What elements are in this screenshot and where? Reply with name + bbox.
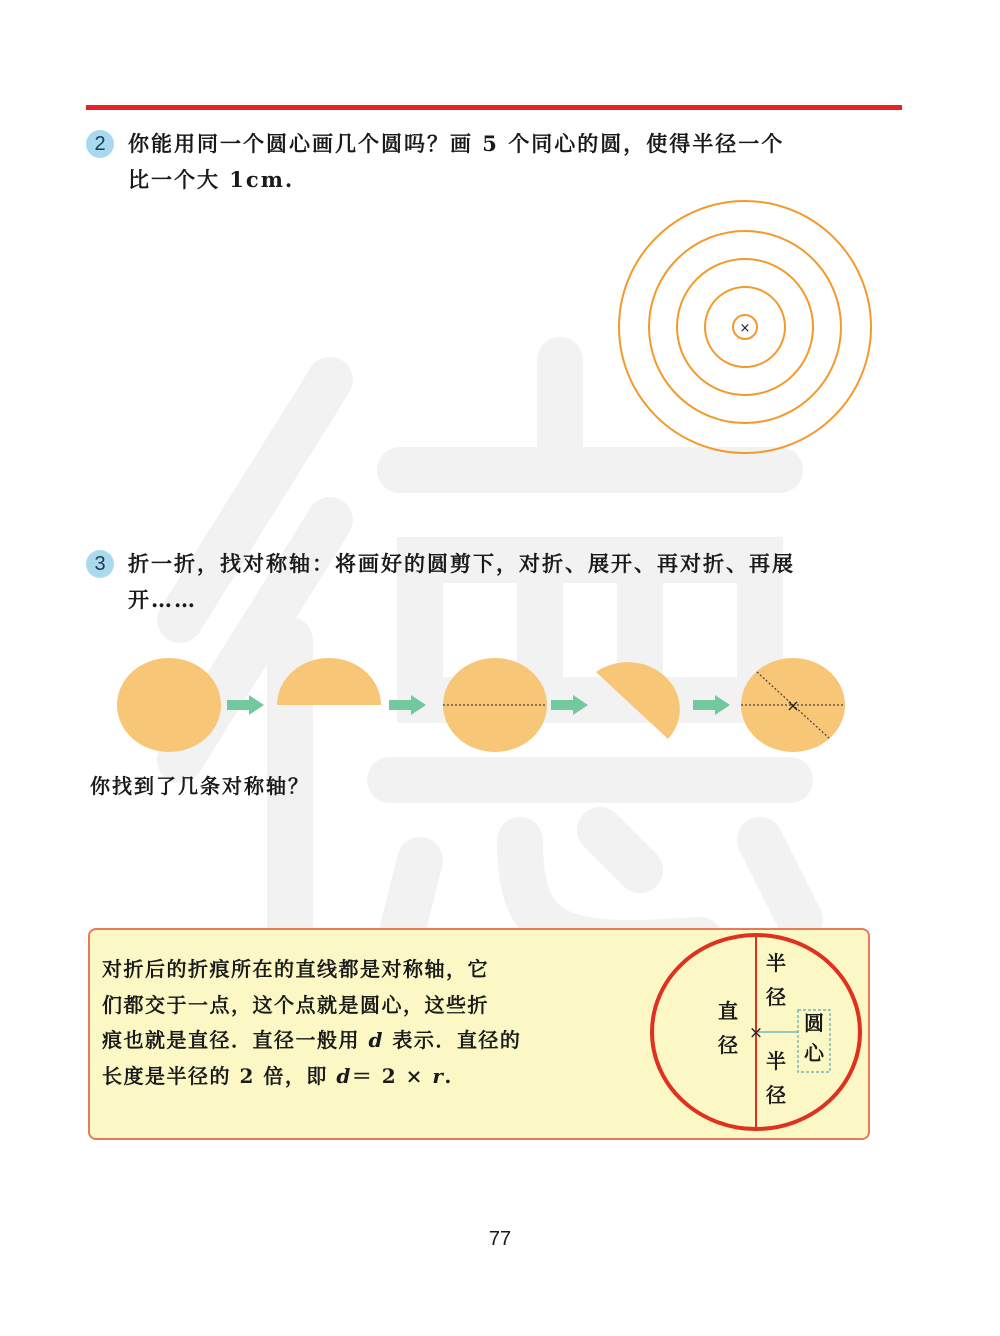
disc-half-diagonal [596,662,680,739]
arrow-2 [389,695,426,715]
disc-half [277,658,381,705]
page-number: 77 [488,1228,512,1250]
arrow-3 [551,695,588,715]
fold-center-mark: × [786,696,800,715]
task-3-line-2: 开…… [128,587,197,612]
task-3-number-badge: 3 [86,550,114,578]
task-2-number-badge: 2 [86,130,114,158]
concentric-center-mark: × [739,321,751,336]
disc-full [117,658,221,752]
task-2-line-2: 比一个大 1cm. [128,167,295,192]
arrow-4 [693,695,730,715]
question-text: 你找到了几条对称轴？ [90,774,310,798]
label-radius-bottom: 半 径 [766,1049,786,1107]
arrow-1 [227,695,264,715]
definition-line-3: 痕也就是直径．直径一般用 d 表示．直径的 [102,1028,522,1052]
circle-diagram [90,930,872,1142]
label-diameter: 直 径 [718,999,738,1057]
definition-line-2: 们都交于一点，这个点就是圆心，这些折 [102,992,489,1017]
task-3-line-1: 折一折，找对称轴：将画好的圆剪下，对折、展开、再对折、再展 [128,551,795,576]
definition-line-1: 对折后的折痕所在的直线都是对称轴，它 [102,957,489,981]
diagram-center-mark: × [748,1023,764,1043]
label-radius-top: 半 径 [766,951,786,1009]
definition-box [88,928,870,1140]
label-center: 圆 心 [804,1011,824,1065]
task-2-line-1: 你能用同一个圆心画几个圆吗？画 5 个同心的圆，使得半径一个 [128,131,785,156]
definition-line-4: 长度是半径的 2 倍，即 d＝ 2 × r. [102,1063,453,1088]
